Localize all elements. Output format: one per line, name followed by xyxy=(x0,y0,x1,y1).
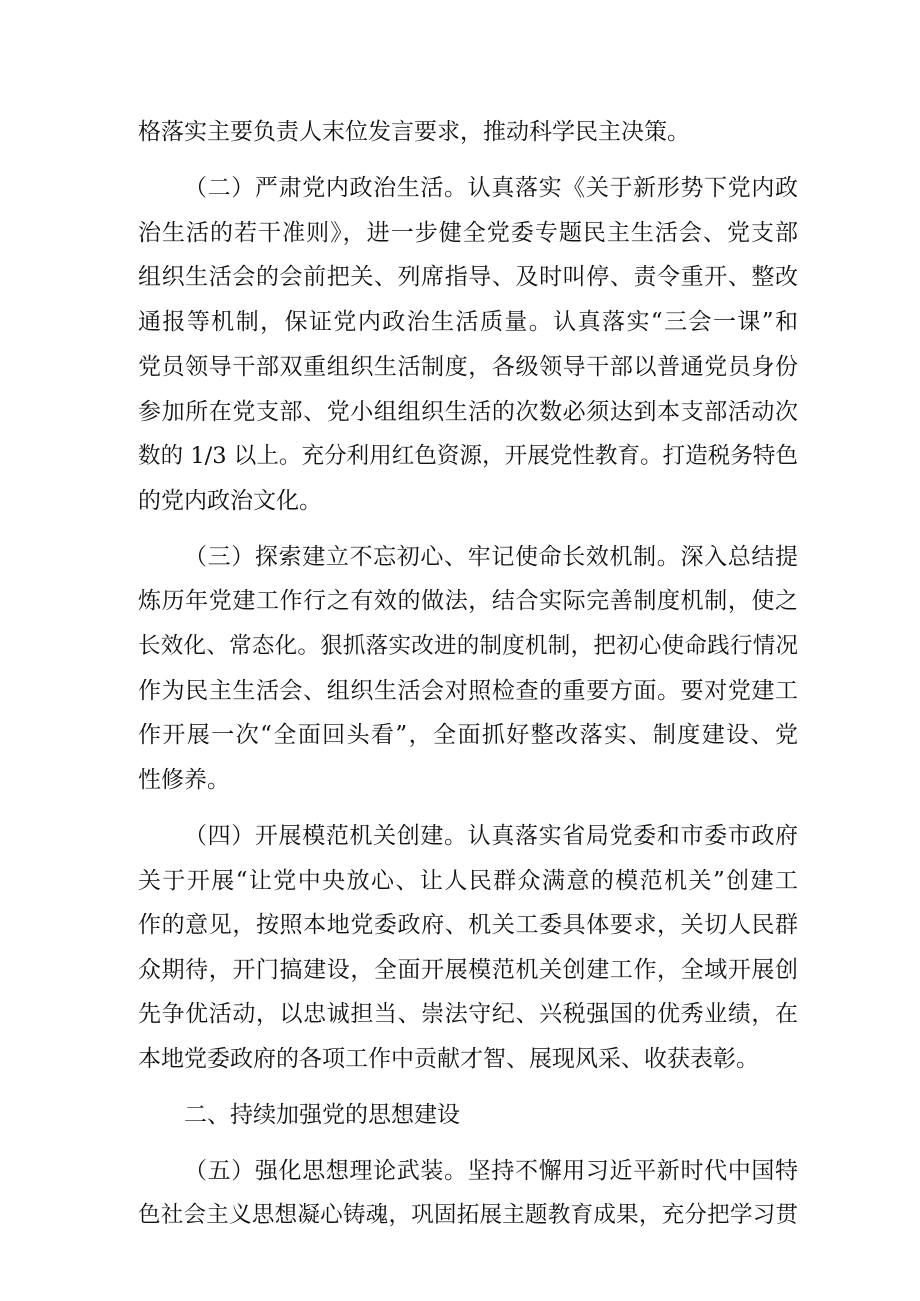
paragraph-line: 性修养。 xyxy=(138,767,230,793)
paragraph-line: 众期待，开门搞建设，全面开展模范机关创建工作，全域开展创 xyxy=(138,957,798,983)
paragraph-line: （五）强化思想理论武装。坚持不懈用习近平新时代中国特 xyxy=(184,1158,798,1184)
section-heading: 二、持续加强党的思想建设 xyxy=(184,1102,460,1128)
paragraph-line: 作为民主生活会、组织生活会对照检查的重要方面。要对党建工 xyxy=(138,678,798,704)
paragraph-line: 本地党委政府的各项工作中贡献才智、展现风采、收获表彰。 xyxy=(138,1046,759,1072)
paragraph-line: （二）严肃党内政治生活。认真落实《关于新形势下党内政 xyxy=(184,175,798,201)
paragraph-line: 作开展一次“全面回头看”，全面抓好整改落实、制度建设、党 xyxy=(138,722,798,748)
paragraph-line: 的党内政治文化。 xyxy=(138,488,322,514)
paragraph-line: 炼历年党建工作行之有效的做法，结合实际完善制度机制，使之 xyxy=(138,588,798,614)
paragraph-line: 格落实主要负责人末位发言要求，推动科学民主决策。 xyxy=(138,119,690,145)
paragraph-line: 治生活的若干准则》，进一步健全党委专题民主生活会、党支部 xyxy=(138,220,798,246)
paragraph-line: （四）开展模范机关创建。认真落实省局党委和市委市政府 xyxy=(184,823,798,849)
paragraph-line: 党员领导干部双重组织生活制度，各级领导干部以普通党员身份 xyxy=(138,354,798,380)
paragraph-line: 长效化、常态化。狠抓落实改进的制度机制，把初心使命践行情况 xyxy=(138,633,798,659)
paragraph-line: 关于开展“让党中央放心、让人民群众满意的模范机关”创建工 xyxy=(138,868,798,894)
paragraph-line: 参加所在党支部、党小组组织生活的次数必须达到本支部活动次 xyxy=(138,399,798,425)
paragraph-line: 数的 1/3 以上。充分利用红色资源，开展党性教育。打造税务特色 xyxy=(138,443,798,469)
paragraph-line: （三）探索建立不忘初心、牢记使命长效机制。深入总结提 xyxy=(184,544,798,570)
paragraph-line: 作的意见，按照本地党委政府、机关工委具体要求，关切人民群 xyxy=(138,912,798,938)
paragraph-line: 通报等机制，保证党内政治生活质量。认真落实“三会一课”和 xyxy=(138,309,798,335)
paragraph-line: 色社会主义思想凝心铸魂，巩固拓展主题教育成果，充分把学习贯 xyxy=(138,1202,798,1228)
paragraph-line: 组织生活会的会前把关、列席指导、及时叫停、责令重开、整改 xyxy=(138,264,798,290)
paragraph-line: 先争优活动，以忠诚担当、崇法守纪、兴税强国的优秀业绩，在 xyxy=(138,1001,798,1027)
